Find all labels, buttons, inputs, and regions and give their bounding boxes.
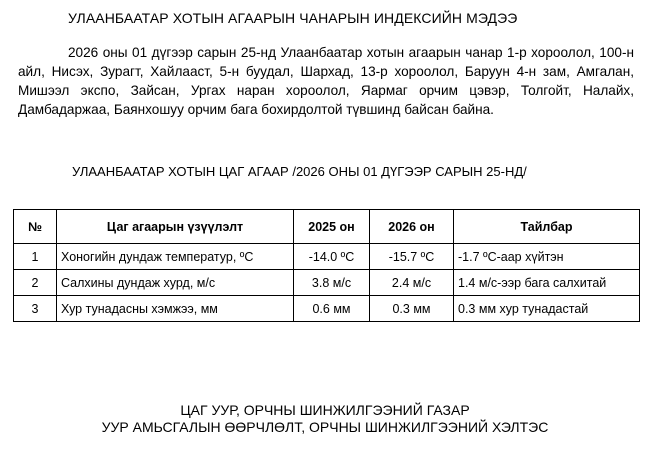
cell-note: 0.3 мм хур тунадастай — [454, 296, 640, 322]
header-year-2025: 2025 он — [294, 210, 370, 244]
cell-2026: -15.7 ºC — [370, 244, 454, 270]
table-row — [14, 244, 640, 270]
header-indicator: Цаг агаарын үзүүлэлт — [57, 210, 294, 244]
weather-table-title: УЛААНБААТАР ХОТЫН ЦАГ АГААР /2026 ОНЫ 01 ДҮГЭЭР САРЫН 25-НД/ — [72, 164, 527, 179]
cell-indicator: Хур тунадасны хэмжээ, мм — [57, 296, 294, 322]
cell-number: 2 — [14, 270, 57, 296]
header-year-2026: 2026 он — [370, 210, 454, 244]
table-header-row — [14, 210, 640, 244]
air-quality-paragraph: 2026 оны 01 дүгээр сарын 25-нд Улаанбаатар хотын агаарын чанар 1-р хороолол, 100-н айл, Нисэх, Зурагт, Хайлааст, 5-н буудал, Шархад, 13-р хороолол, Баруун 4-н зам, Амгалан, Мишээл экспо, Зайсан, Ургах наран хороолол, Яармаг орчим цэвэр, Толгойт, Налайх, Дамбадаржаа, Баянхошуу орчим бага бохирдолтой түвшинд байсан байна. — [18, 45, 634, 117]
cell-2026: 2.4 м/с — [370, 270, 454, 296]
cell-indicator: Хоногийн дундаж температур, ºC — [57, 244, 294, 270]
weather-table — [13, 209, 640, 322]
cell-number: 3 — [14, 296, 57, 322]
cell-2025: 0.6 мм — [294, 296, 370, 322]
cell-2026: 0.3 мм — [370, 296, 454, 322]
table-row — [14, 270, 640, 296]
document-title: УЛААНБААТАР ХОТЫН АГААРЫН ЧАНАРЫН ИНДЕКСИЙН МЭДЭЭ — [68, 10, 518, 26]
footer-agency: ЦАГ УУР, ОРЧНЫ ШИНЖИЛГЭЭНИЙ ГАЗАР — [180, 402, 470, 418]
cell-2025: 3.8 м/с — [294, 270, 370, 296]
footer — [0, 402, 650, 436]
cell-2025: -14.0 ºC — [294, 244, 370, 270]
cell-indicator: Салхины дундаж хурд, м/с — [57, 270, 294, 296]
table-row — [14, 296, 640, 322]
cell-note: 1.4 м/с-ээр бага салхитай — [454, 270, 640, 296]
cell-note: -1.7 ºC-аар хүйтэн — [454, 244, 640, 270]
footer-department: УУР АМЬСГАЛЫН ӨӨРЧЛӨЛТ, ОРЧНЫ ШИНЖИЛГЭЭНИЙ ХЭЛТЭС — [101, 419, 549, 435]
cell-number: 1 — [14, 244, 57, 270]
header-number: № — [14, 210, 57, 244]
header-note: Тайлбар — [454, 210, 640, 244]
